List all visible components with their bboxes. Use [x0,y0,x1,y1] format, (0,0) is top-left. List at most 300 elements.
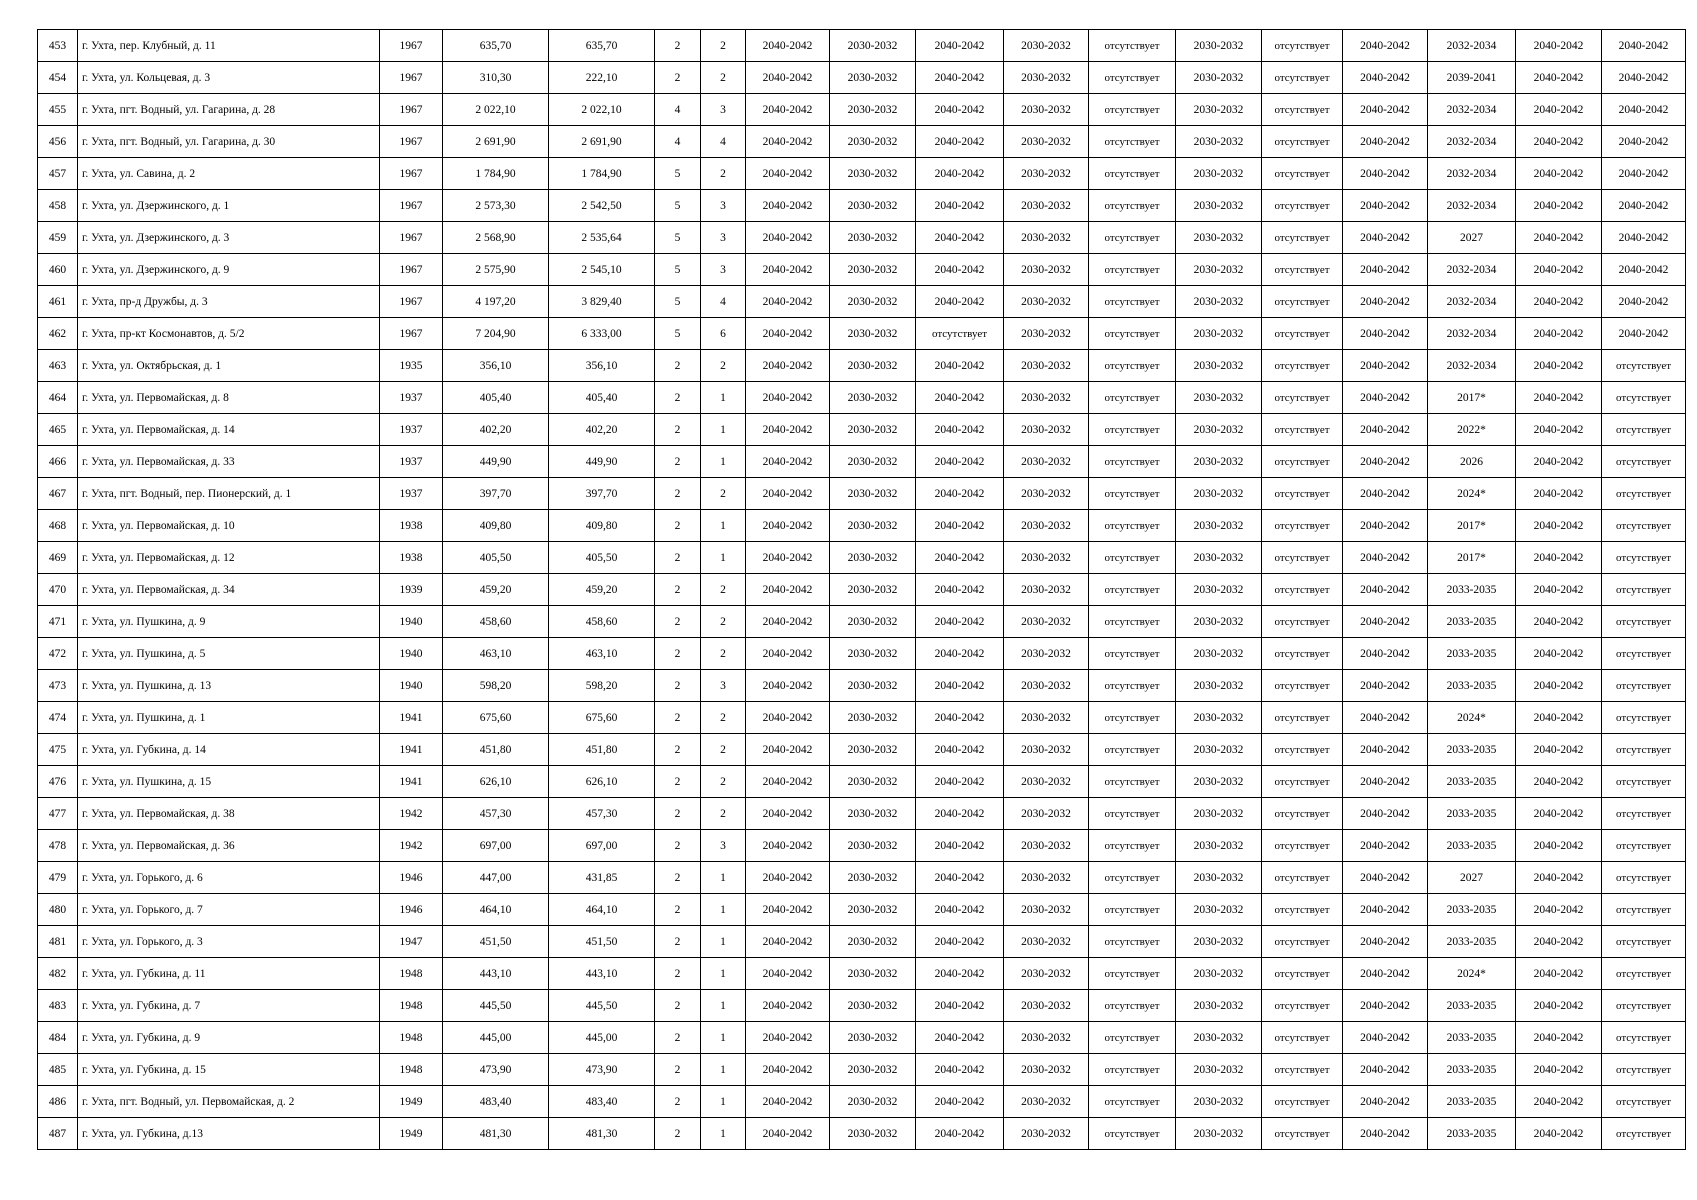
table-cell: 2030-2032 [830,894,916,926]
table-cell: отсутствует [1089,126,1176,158]
row-number-cell: 465 [38,414,78,446]
table-cell: 2 535,64 [549,222,655,254]
address-cell: г. Ухта, ул. Пушкина, д. 1 [78,702,380,734]
table-cell: 2040-2042 [916,830,1004,862]
table-cell: 1935 [380,350,443,382]
table-cell: отсутствует [1602,670,1686,702]
table-cell: 2040-2042 [1516,190,1602,222]
table-cell: 2030-2032 [1004,1086,1089,1118]
table-cell: 2030-2032 [1176,126,1262,158]
table-cell: 1942 [380,798,443,830]
table-cell: 2030-2032 [1176,350,1262,382]
table-cell: 2 [655,542,701,574]
table-cell: 1 784,90 [443,158,549,190]
table-cell: 2 [701,62,746,94]
table-cell: 2040-2042 [916,190,1004,222]
address-cell: г. Ухта, ул. Пушкина, д. 5 [78,638,380,670]
table-cell: 2033-2035 [1428,1022,1516,1054]
table-cell: 1 [701,414,746,446]
table-cell: 2040-2042 [1516,510,1602,542]
table-cell: 2 [655,446,701,478]
table-row [38,638,1686,670]
table-cell: 1 [701,510,746,542]
table-cell: 2 022,10 [443,94,549,126]
table-cell: 2040-2042 [746,478,830,510]
table-cell: 2033-2035 [1428,734,1516,766]
table-cell: отсутствует [1262,30,1343,62]
table-cell: 356,10 [443,350,549,382]
table-cell: 2040-2042 [1516,414,1602,446]
table-cell: отсутствует [1602,830,1686,862]
table-row [38,254,1686,286]
table-cell: 222,10 [549,62,655,94]
table-cell: 2040-2042 [916,478,1004,510]
table-cell: 2024* [1428,702,1516,734]
table-cell: отсутствует [1089,510,1176,542]
row-number-cell: 458 [38,190,78,222]
table-cell: 2040-2042 [1602,318,1686,350]
table-cell: 1947 [380,926,443,958]
table-row [38,958,1686,990]
table-row [38,990,1686,1022]
row-number-cell: 474 [38,702,78,734]
table-cell: 2 [701,638,746,670]
table-row [38,1118,1686,1150]
table-cell: отсутствует [1602,574,1686,606]
table-cell: 1967 [380,30,443,62]
table-cell: 2040-2042 [746,286,830,318]
table-cell: 2030-2032 [1004,62,1089,94]
table-cell: 2040-2042 [916,126,1004,158]
table-cell: 2040-2042 [916,94,1004,126]
table-cell: 1938 [380,510,443,542]
table-row [38,222,1686,254]
table-cell: 457,30 [443,798,549,830]
row-number-cell: 464 [38,382,78,414]
table-cell: 2033-2035 [1428,766,1516,798]
table-cell: 2030-2032 [830,830,916,862]
table-cell: 2030-2032 [830,958,916,990]
address-cell: г. Ухта, ул. Горького, д. 7 [78,894,380,926]
table-cell: 405,50 [549,542,655,574]
table-cell: 2032-2034 [1428,350,1516,382]
address-cell: г. Ухта, ул. Губкина, д. 14 [78,734,380,766]
table-cell: 1 [701,542,746,574]
table-cell: 2040-2042 [746,318,830,350]
table-cell: 2032-2034 [1428,286,1516,318]
table-cell: 2040-2042 [916,766,1004,798]
table-cell: отсутствует [1089,350,1176,382]
table-cell: 2040-2042 [1343,222,1428,254]
table-cell: 2 568,90 [443,222,549,254]
table-cell: 635,70 [443,30,549,62]
table-cell: отсутствует [1262,606,1343,638]
table-row [38,414,1686,446]
table-cell: 675,60 [443,702,549,734]
table-cell: 2040-2042 [746,190,830,222]
table-cell: 3 829,40 [549,286,655,318]
table-cell: 2024* [1428,478,1516,510]
table-cell: 2030-2032 [1176,414,1262,446]
table-cell: 1940 [380,670,443,702]
table-cell: 2040-2042 [1343,1118,1428,1150]
table-cell: 2040-2042 [746,958,830,990]
table-cell: 2033-2035 [1428,798,1516,830]
table-cell: 2030-2032 [1004,126,1089,158]
table-cell: 2040-2042 [1343,670,1428,702]
table-cell: 1967 [380,286,443,318]
table-cell: 2040-2042 [916,574,1004,606]
table-cell: 2032-2034 [1428,30,1516,62]
table-cell: 2040-2042 [746,542,830,574]
table-cell: отсутствует [1262,574,1343,606]
table-cell: 2030-2032 [1176,798,1262,830]
table-cell: 2040-2042 [916,670,1004,702]
table-cell: 2030-2032 [1004,222,1089,254]
table-cell: 310,30 [443,62,549,94]
table-cell: 2030-2032 [1004,574,1089,606]
row-number-cell: 469 [38,542,78,574]
table-cell: 2040-2042 [1516,478,1602,510]
table-cell: 598,20 [549,670,655,702]
table-cell: 2040-2042 [916,1022,1004,1054]
table-cell: 2 [655,734,701,766]
row-number-cell: 479 [38,862,78,894]
table-cell: 464,10 [443,894,549,926]
table-cell: 2040-2042 [1343,190,1428,222]
table-cell: 2026 [1428,446,1516,478]
table-cell: отсутствует [1262,766,1343,798]
table-cell: 2030-2032 [1004,510,1089,542]
table-cell: 2032-2034 [1428,190,1516,222]
table-cell: 459,20 [443,574,549,606]
table-cell: отсутствует [1602,446,1686,478]
table-cell: отсутствует [1602,798,1686,830]
table-cell: 2017* [1428,542,1516,574]
table-cell: 2 691,90 [443,126,549,158]
table-cell: 447,00 [443,862,549,894]
table-cell: 2040-2042 [1516,382,1602,414]
table-cell: 4 197,20 [443,286,549,318]
table-row [38,190,1686,222]
address-cell: г. Ухта, пгт. Водный, пер. Пионерский, д. 1 [78,478,380,510]
address-cell: г. Ухта, ул. Первомайская, д. 36 [78,830,380,862]
table-cell: 2040-2042 [1516,62,1602,94]
table-cell: 483,40 [443,1086,549,1118]
table-cell: 2 [655,958,701,990]
table-row [38,126,1686,158]
row-number-cell: 462 [38,318,78,350]
table-cell: 2040-2042 [1343,350,1428,382]
table-cell: 2040-2042 [746,126,830,158]
table-cell: 2032-2034 [1428,158,1516,190]
row-number-cell: 476 [38,766,78,798]
table-cell: отсутствует [1089,798,1176,830]
table-cell: 1949 [380,1086,443,1118]
row-number-cell: 467 [38,478,78,510]
table-cell: 2040-2042 [1343,798,1428,830]
table-cell: 2040-2042 [1343,702,1428,734]
table-cell: 2040-2042 [1343,542,1428,574]
table-cell: отсутствует [1262,1086,1343,1118]
table-cell: 451,50 [443,926,549,958]
table-cell: 445,00 [549,1022,655,1054]
row-number-cell: 468 [38,510,78,542]
table-cell: 2 [655,1086,701,1118]
table-cell: 2030-2032 [830,766,916,798]
table-cell: 2040-2042 [1516,1022,1602,1054]
table-cell: 2040-2042 [1343,414,1428,446]
table-cell: 2024* [1428,958,1516,990]
table-cell: отсутствует [1262,958,1343,990]
table-cell: отсутствует [1602,1022,1686,1054]
address-cell: г. Ухта, ул. Дзержинского, д. 9 [78,254,380,286]
table-cell: 2 [701,478,746,510]
table-cell: отсутствует [1602,478,1686,510]
table-cell: 2040-2042 [1343,478,1428,510]
table-cell: 3 [701,670,746,702]
table-cell: отсутствует [1602,1086,1686,1118]
table-cell: 2030-2032 [1176,286,1262,318]
table-row [38,574,1686,606]
table-cell: отсутствует [1262,734,1343,766]
table-cell: 2030-2032 [1004,702,1089,734]
table-cell: 2030-2032 [1176,382,1262,414]
table-cell: отсутствует [1089,190,1176,222]
table-cell: отсутствует [1602,350,1686,382]
table-cell: 1937 [380,414,443,446]
table-cell: 1967 [380,190,443,222]
table-cell: отсутствует [1262,1054,1343,1086]
table-cell: 2033-2035 [1428,574,1516,606]
table-cell: 2 [655,478,701,510]
table-cell: 2032-2034 [1428,126,1516,158]
table-cell: 409,80 [443,510,549,542]
table-cell: отсутствует [1602,1118,1686,1150]
table-cell: 2040-2042 [746,894,830,926]
table-body [38,30,1686,1150]
table-cell: 2030-2032 [830,542,916,574]
table-cell: 2040-2042 [746,30,830,62]
table-cell: 2040-2042 [746,62,830,94]
table-cell: 2 [655,1054,701,1086]
table-cell: 2030-2032 [1004,286,1089,318]
table-cell: 2 [655,350,701,382]
table-cell: 2040-2042 [916,1086,1004,1118]
table-cell: отсутствует [1262,94,1343,126]
table-cell: 2030-2032 [1004,382,1089,414]
table-cell: 459,20 [549,574,655,606]
table-cell: 2 [655,606,701,638]
table-cell: 2033-2035 [1428,894,1516,926]
table-cell: 2030-2032 [1004,990,1089,1022]
table-cell: 2030-2032 [1004,414,1089,446]
table-cell: 2030-2032 [1176,606,1262,638]
table-cell: 2040-2042 [1516,574,1602,606]
table-cell: 1948 [380,1054,443,1086]
row-number-cell: 454 [38,62,78,94]
table-cell: 2040-2042 [1343,926,1428,958]
table-cell: 2 [701,702,746,734]
address-cell: г. Ухта, ул. Дзержинского, д. 1 [78,190,380,222]
table-cell: 7 204,90 [443,318,549,350]
table-cell: отсутствует [1089,542,1176,574]
table-cell: отсутствует [1089,382,1176,414]
table-cell: отсутствует [1602,638,1686,670]
row-number-cell: 482 [38,958,78,990]
table-cell: 473,90 [549,1054,655,1086]
table-cell: 2030-2032 [1176,1022,1262,1054]
table-cell: 2040-2042 [1516,1086,1602,1118]
table-cell: 2040-2042 [916,894,1004,926]
table-row [38,30,1686,62]
table-cell: отсутствует [1089,286,1176,318]
table-cell: отсутствует [1089,478,1176,510]
row-number-cell: 487 [38,1118,78,1150]
address-cell: г. Ухта, ул. Губкина, д. 9 [78,1022,380,1054]
table-cell: 1946 [380,894,443,926]
table-cell: 2040-2042 [916,446,1004,478]
table-cell: 451,80 [443,734,549,766]
table-row [38,94,1686,126]
repair-schedule-table [37,29,1686,1150]
table-cell: отсутствует [1089,702,1176,734]
table-cell: отсутствует [1262,62,1343,94]
table-cell: отсутствует [1262,478,1343,510]
table-cell: 2040-2042 [916,926,1004,958]
table-cell: 2040-2042 [746,926,830,958]
table-cell: 2 545,10 [549,254,655,286]
table-cell: 2040-2042 [746,766,830,798]
table-cell: 5 [655,158,701,190]
row-number-cell: 473 [38,670,78,702]
table-cell: 451,50 [549,926,655,958]
table-cell: 2030-2032 [830,926,916,958]
table-cell: 2 [655,382,701,414]
address-cell: г. Ухта, ул. Горького, д. 6 [78,862,380,894]
table-cell: 2040-2042 [1343,990,1428,1022]
table-cell: 2030-2032 [830,1022,916,1054]
table-cell: отсутствует [1089,958,1176,990]
table-cell: 5 [655,254,701,286]
table-cell: 2040-2042 [1602,286,1686,318]
table-cell: отсутствует [1262,1022,1343,1054]
table-cell: 2030-2032 [1176,830,1262,862]
table-cell: отсутствует [1262,190,1343,222]
table-cell: 2040-2042 [1516,606,1602,638]
table-cell: 2040-2042 [916,798,1004,830]
table-cell: 3 [701,830,746,862]
table-cell: 2040-2042 [746,990,830,1022]
table-cell: 2040-2042 [1343,734,1428,766]
table-cell: отсутствует [1089,606,1176,638]
address-cell: г. Ухта, ул. Первомайская, д. 38 [78,798,380,830]
table-cell: 2017* [1428,510,1516,542]
table-cell: 2040-2042 [1602,126,1686,158]
row-number-cell: 457 [38,158,78,190]
row-number-cell: 475 [38,734,78,766]
row-number-cell: 485 [38,1054,78,1086]
table-cell: 2040-2042 [1343,766,1428,798]
table-cell: 2040-2042 [916,286,1004,318]
table-cell: 2040-2042 [1343,510,1428,542]
table-cell: 2030-2032 [830,510,916,542]
table-cell: 1937 [380,446,443,478]
table-cell: 2 [701,350,746,382]
table-cell: 2040-2042 [746,510,830,542]
table-cell: 443,10 [443,958,549,990]
table-cell: 626,10 [443,766,549,798]
table-cell: 2030-2032 [1004,958,1089,990]
table-cell: отсутствует [1089,446,1176,478]
table-cell: 481,30 [549,1118,655,1150]
table-cell: 2030-2032 [1004,158,1089,190]
table-cell: 2040-2042 [1516,798,1602,830]
table-row [38,830,1686,862]
table-cell: отсутствует [1262,638,1343,670]
table-cell: 1967 [380,254,443,286]
table-cell: 1 [701,894,746,926]
table-cell: 2040-2042 [746,382,830,414]
table-cell: 443,10 [549,958,655,990]
table-row [38,1054,1686,1086]
table-cell: 1946 [380,862,443,894]
table-cell: отсутствует [1262,286,1343,318]
table-cell: 2030-2032 [830,94,916,126]
table-cell: 2030-2032 [830,1054,916,1086]
table-cell: 2030-2032 [1176,1118,1262,1150]
table-cell: 2040-2042 [1516,254,1602,286]
table-cell: 2 691,90 [549,126,655,158]
table-cell: отсутствует [1602,1054,1686,1086]
table-cell: 2040-2042 [1516,702,1602,734]
table-cell: 2039-2041 [1428,62,1516,94]
table-cell: отсутствует [1262,414,1343,446]
table-cell: 445,50 [443,990,549,1022]
table-cell: 1967 [380,126,443,158]
table-cell: 483,40 [549,1086,655,1118]
table-cell: 1 [701,1086,746,1118]
table-cell: 2030-2032 [830,254,916,286]
table-cell: отсутствует [1262,158,1343,190]
table-cell: отсутствует [1089,990,1176,1022]
table-cell: 2030-2032 [1004,894,1089,926]
table-cell: 2040-2042 [1516,1054,1602,1086]
address-cell: г. Ухта, ул. Первомайская, д. 14 [78,414,380,446]
table-cell: 2030-2032 [830,606,916,638]
table-cell: 1 784,90 [549,158,655,190]
table-cell: отсутствует [1602,862,1686,894]
table-cell: 2030-2032 [1176,222,1262,254]
table-cell: 1937 [380,382,443,414]
table-cell: отсутствует [1262,894,1343,926]
table-cell: 2040-2042 [1343,94,1428,126]
table-row [38,894,1686,926]
table-cell: 2040-2042 [1343,30,1428,62]
row-number-cell: 455 [38,94,78,126]
table-cell: 2030-2032 [1004,318,1089,350]
table-cell: 2040-2042 [1516,158,1602,190]
table-cell: 2040-2042 [1343,158,1428,190]
table-cell: 2040-2042 [746,638,830,670]
table-cell: 2030-2032 [1004,30,1089,62]
table-row [38,158,1686,190]
table-cell: отсутствует [1089,734,1176,766]
table-cell: 2030-2032 [830,30,916,62]
table-cell: 458,60 [549,606,655,638]
table-cell: отсутствует [1262,318,1343,350]
table-cell: 2040-2042 [746,574,830,606]
